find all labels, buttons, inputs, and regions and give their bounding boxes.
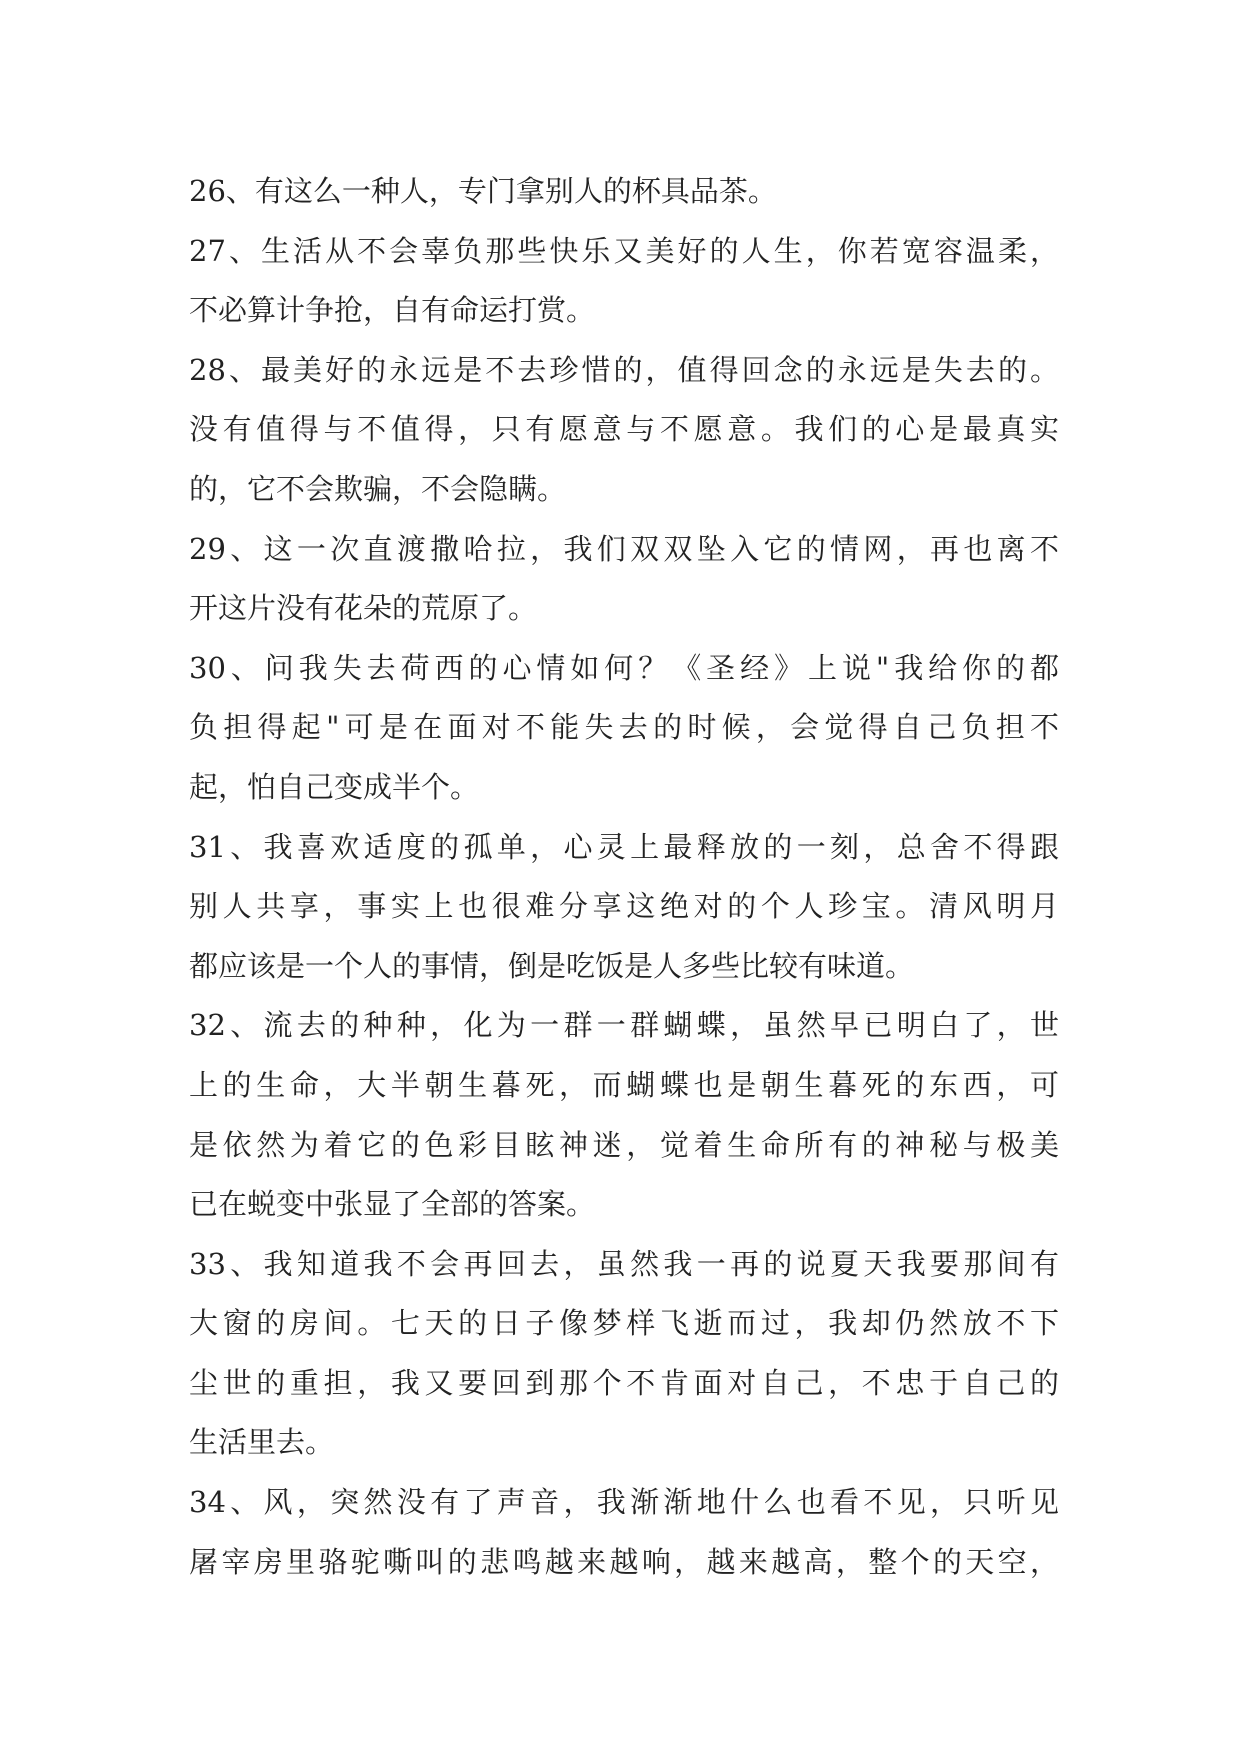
text-line: 是依然为着它的色彩目眩神迷，觉着生命所有的神秘与极美 [189, 1127, 1059, 1162]
text-line: 26、有这么一种人，专门拿别人的杯具品茶。 [189, 174, 777, 208]
text-line: 上的生命，大半朝生暮死，而蝴蝶也是朝生暮死的东西，可 [189, 1067, 1059, 1102]
text-line: 生活里去。 [189, 1425, 335, 1460]
text-line: 已在蜕变中张显了全部的答案。 [189, 1187, 596, 1222]
text-line: 32、流去的种种，化为一群一群蝴蝶，虽然早已明白了，世 [189, 1008, 1059, 1043]
text-line: 33、我知道我不会再回去，虽然我一再的说夏天我要那间有 [189, 1246, 1059, 1281]
text-line: 开这片没有花朵的荒原了。 [189, 591, 538, 626]
text-line: 都应该是一个人的事情，倒是吃饭是人多些比较有味道。 [189, 948, 915, 983]
text-line: 负担得起"可是在面对不能失去的时候，会觉得自己负担不 [189, 710, 1059, 745]
text-line: 不必算计争抢，自有命运打赏。 [189, 293, 596, 328]
text-line: 34、风，突然没有了声音，我渐渐地什么也看不见，只听见 [189, 1485, 1059, 1520]
document-body [189, 162, 1059, 1592]
text-line: 28、最美好的永远是不去珍惜的，值得回念的永远是失去的。 [189, 352, 1059, 387]
text-line: 别人共享，事实上也很难分享这绝对的个人珍宝。清风明月 [189, 889, 1059, 924]
text-line: 起，怕自己变成半个。 [189, 769, 480, 804]
text-line: 29、这一次直渡撒哈拉，我们双双坠入它的情网，再也离不 [189, 531, 1059, 566]
text-line: 尘世的重担，我又要回到那个不肯面对自己，不忠于自己的 [189, 1365, 1059, 1400]
text-line: 屠宰房里骆驼嘶叫的悲鸣越来越响，越来越高，整个的天空， [189, 1544, 1059, 1579]
text-line: 的，它不会欺骗，不会隐瞒。 [189, 471, 567, 506]
text-line: 大窗的房间。七天的日子像梦样飞逝而过，我却仍然放不下 [189, 1306, 1059, 1341]
text-line: 27、生活从不会辜负那些快乐又美好的人生，你若宽容温柔， [189, 233, 1059, 268]
text-line: 30、问我失去荷西的心情如何？《圣经》上说"我给你的都 [189, 650, 1059, 685]
text-line: 没有值得与不值得，只有愿意与不愿意。我们的心是最真实 [189, 412, 1059, 447]
text-line: 31、我喜欢适度的孤单，心灵上最释放的一刻，总舍不得跟 [189, 829, 1059, 864]
